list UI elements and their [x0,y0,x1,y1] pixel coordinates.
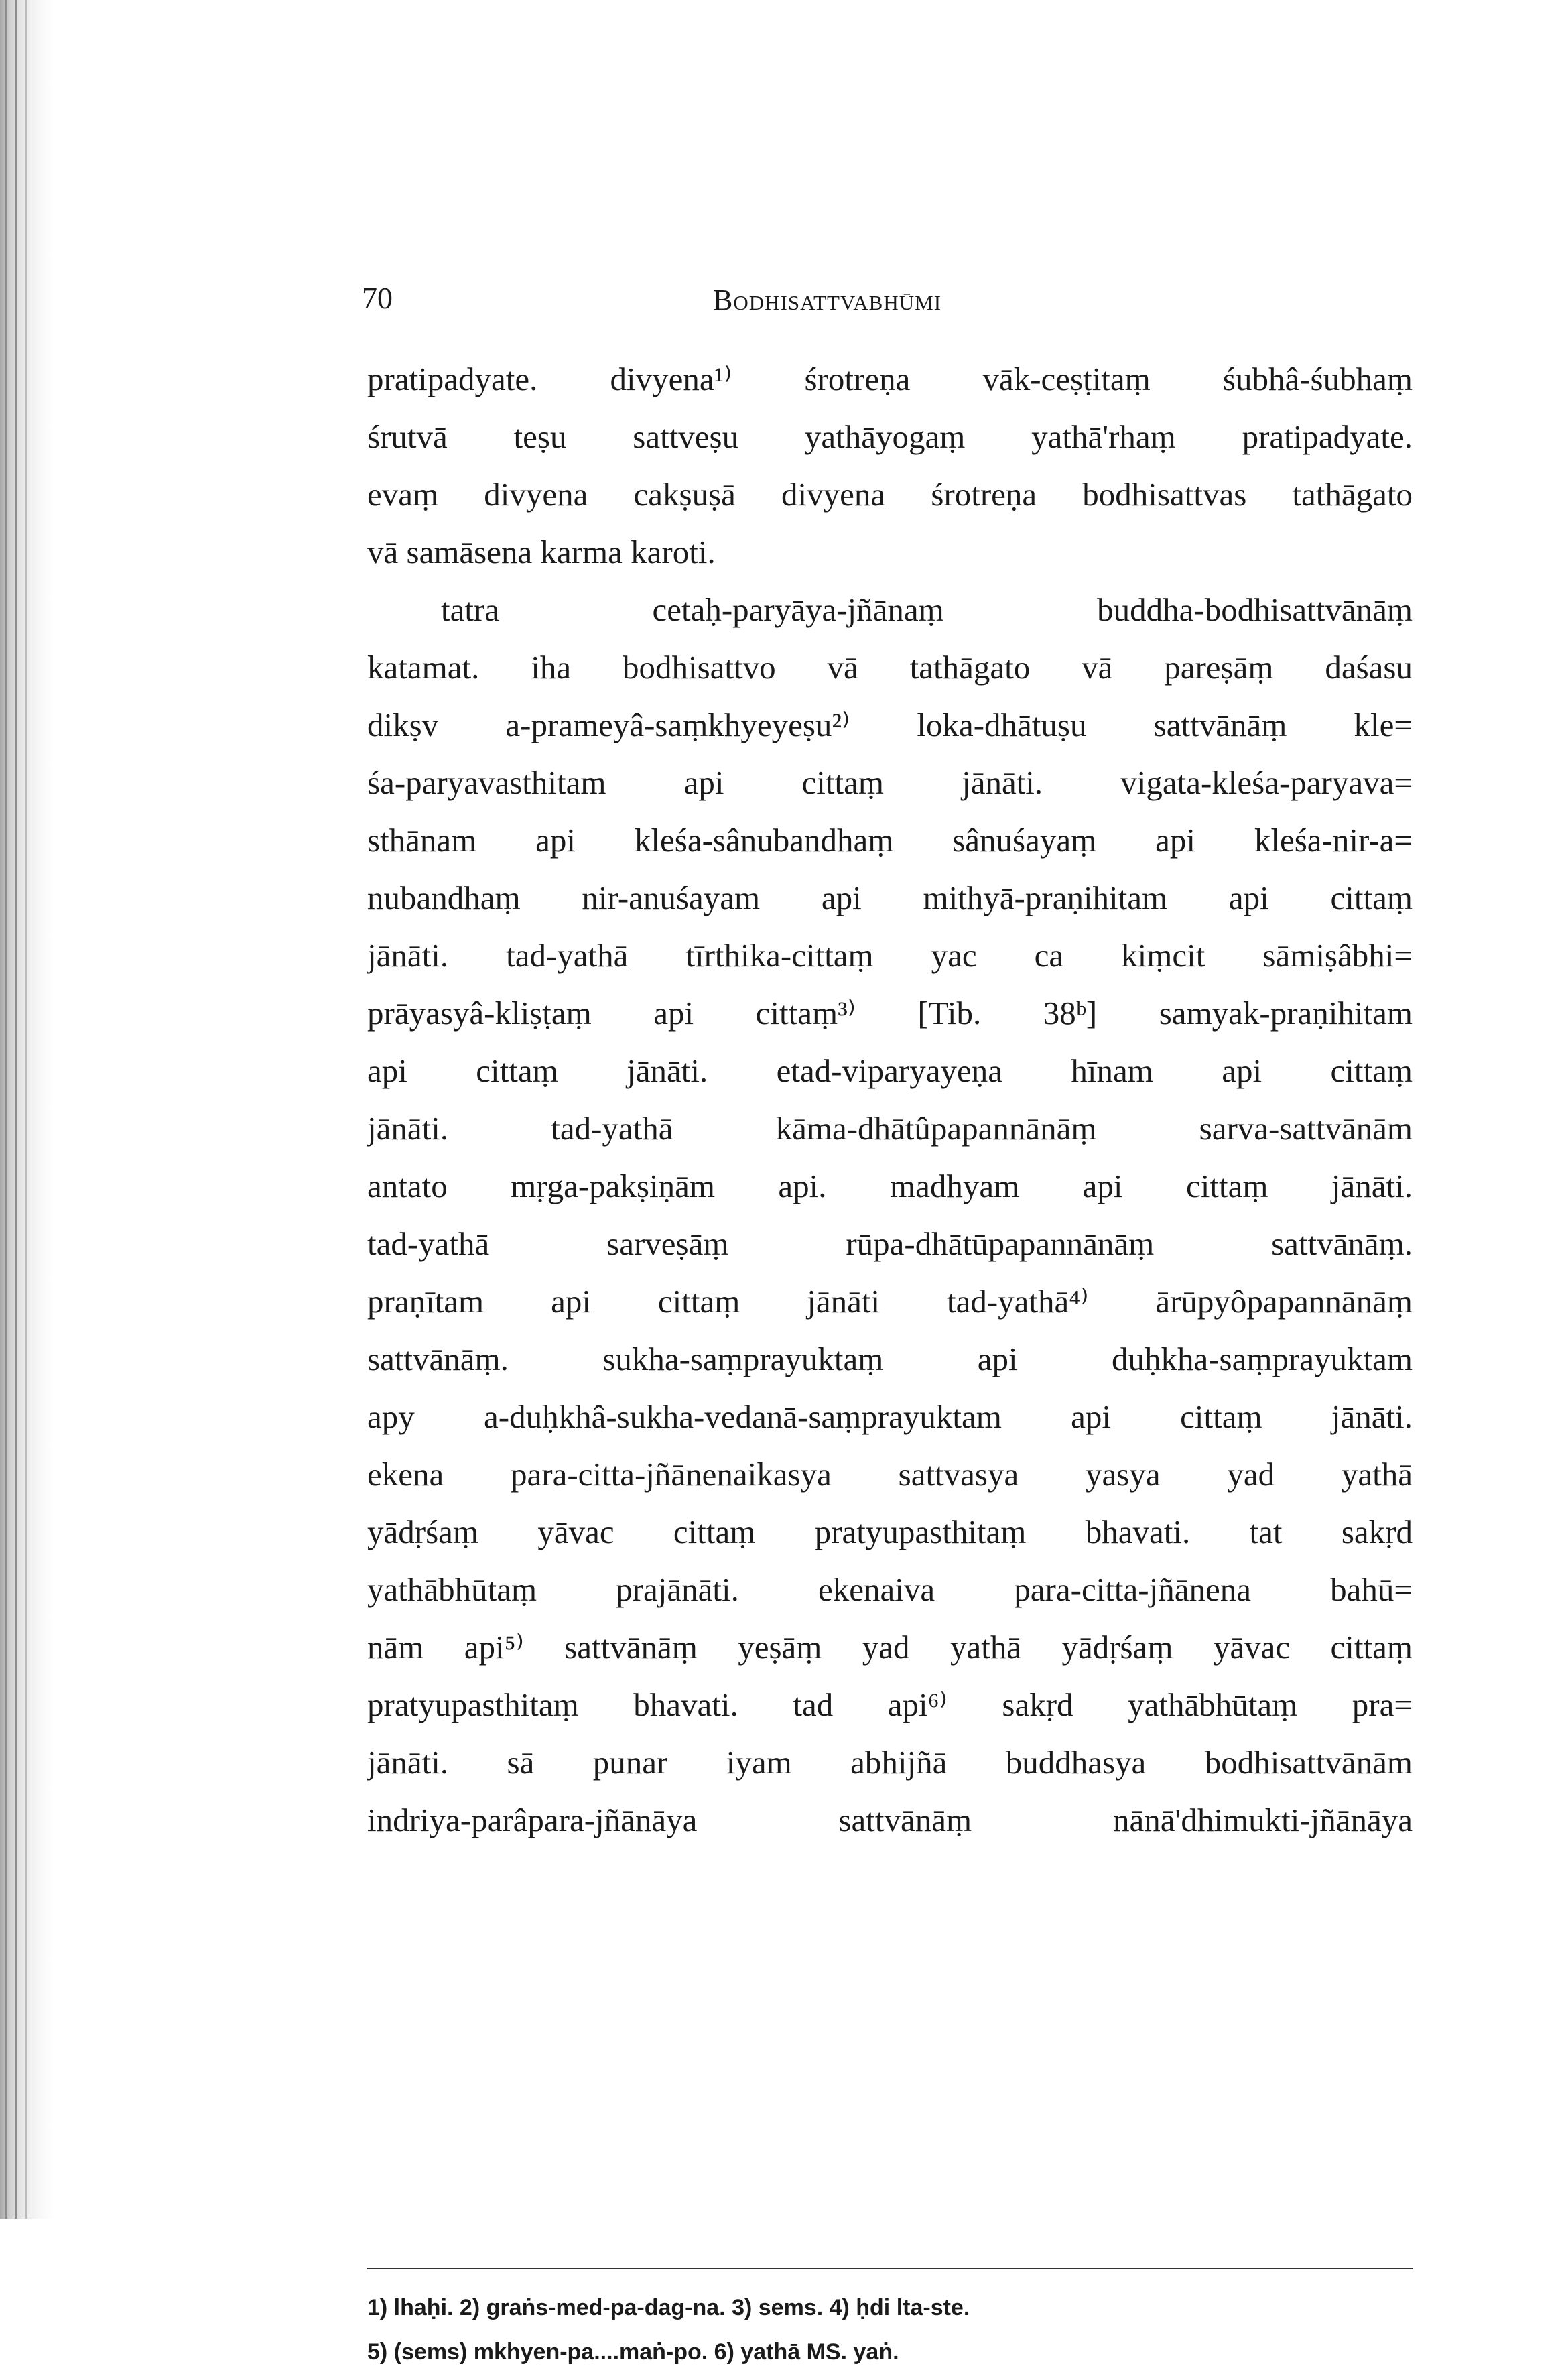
text-line: nām api⁵⁾ sattvānāṃ yeṣāṃ yad yathā yādṛśaṃ yāvac cittaṃ [367,1629,1413,1666]
text-line: śa-paryavasthitam api cittaṃ jānāti. vigata-kleśa-paryava= [367,764,1413,801]
text-line: sthānam api kleśa-sânubandhaṃ sânuśayaṃ api kleśa-nir-a= [367,822,1413,859]
text-line: nubandhaṃ nir-anuśayam api mithyā-praṇihitam api cittaṃ [367,879,1413,916]
text-line: tad-yathā sarveṣāṃ rūpa-dhātūpapannānāṃ sattvānāṃ. [367,1225,1413,1262]
text-line: pratyupasthitaṃ bhavati. tad api⁶⁾ sakṛd yathābhūtaṃ pra= [367,1686,1413,1723]
text-line: ekena para-citta-jñānenaikasya sattvasya yasya yad yathā [367,1456,1413,1493]
text-line: apy a-duḥkhâ-sukha-vedanā-saṃprayuktam api cittaṃ jānāti. [367,1398,1413,1435]
gutter-line [25,0,27,2219]
text-line: praṇītam api cittaṃ jānāti tad-yathā⁴⁾ ārūpyôpapannānāṃ [367,1283,1413,1320]
text-line: antato mṛga-pakṣiṇām api. madhyam api cittaṃ jānāti. [367,1168,1413,1204]
text-line: dikṣv a-prameyâ-saṃkhyeyeṣu²⁾ loka-dhātuṣu sattvānāṃ kle= [367,706,1413,743]
running-title: Bodhisattvabhūmi [713,284,942,316]
text-line: jānāti. sā punar iyam abhijñā buddhasya bodhisattvānām [367,1744,1413,1781]
footnotes [367,2286,1413,2374]
text-line: śrutvā teṣu sattveṣu yathāyogaṃ yathā'rhaṃ pratipadyate. [367,418,1413,455]
text-line: evaṃ divyena cakṣuṣā divyena śrotreṇa bodhisattvas tathāgato [367,476,1413,513]
gutter-line [5,0,7,2219]
scan-gutter [0,0,54,2219]
body-text [367,351,1413,1849]
footnote-rule [367,2268,1413,2269]
page-number: 70 [362,281,393,315]
running-head [362,280,1407,327]
text-line: api cittaṃ jānāti. etad-viparyayeṇa hīnam api cittaṃ [367,1052,1413,1089]
text-line: indriya-parâpara-jñānāya sattvānāṃ nānā'dhimukti-jñānāya [367,1802,1413,1838]
text-line: prāyasyâ-kliṣṭaṃ api cittaṃ³⁾ [Tib. 38ᵇ] samyak-praṇihitam [367,995,1413,1032]
gutter-line [15,0,17,2219]
text-line: tatra cetaḥ-paryāya-jñānaṃ buddha-bodhisattvānāṃ [441,591,1413,628]
text-line: jānāti. tad-yathā kāma-dhātûpapannānāṃ sarva-sattvānām [367,1110,1413,1147]
text-line: katamat. iha bodhisattvo vā tathāgato vā pareṣāṃ daśasu [367,649,1413,686]
text-line: jānāti. tad-yathā tīrthika-cittaṃ yac ca kiṃcit sāmiṣâbhi= [367,937,1413,974]
text-line: pratipadyate. divyena¹⁾ śrotreṇa vāk-ceṣṭitaṃ śubhâ-śubhaṃ [367,361,1413,397]
footnote-line: 1) lhaḥi. 2) graṅs-med-pa-dag-na. 3) sems. 4) ḥdi lta-ste. [367,2295,970,2320]
footnote-line: 5) (sems) mkhyen-pa....maṅ-po. 6) yathā MS. yaṅ. [367,2339,899,2365]
text-line: yādṛśaṃ yāvac cittaṃ pratyupasthitaṃ bhavati. tat sakṛd [367,1513,1413,1550]
text-line: sattvānāṃ. sukha-saṃprayuktaṃ api duḥkha-saṃprayuktam [367,1340,1413,1377]
text-line: vā samāsena karma karoti. [367,534,716,570]
text-line: yathābhūtaṃ prajānāti. ekenaiva para-citta-jñānena bahū= [367,1571,1413,1608]
